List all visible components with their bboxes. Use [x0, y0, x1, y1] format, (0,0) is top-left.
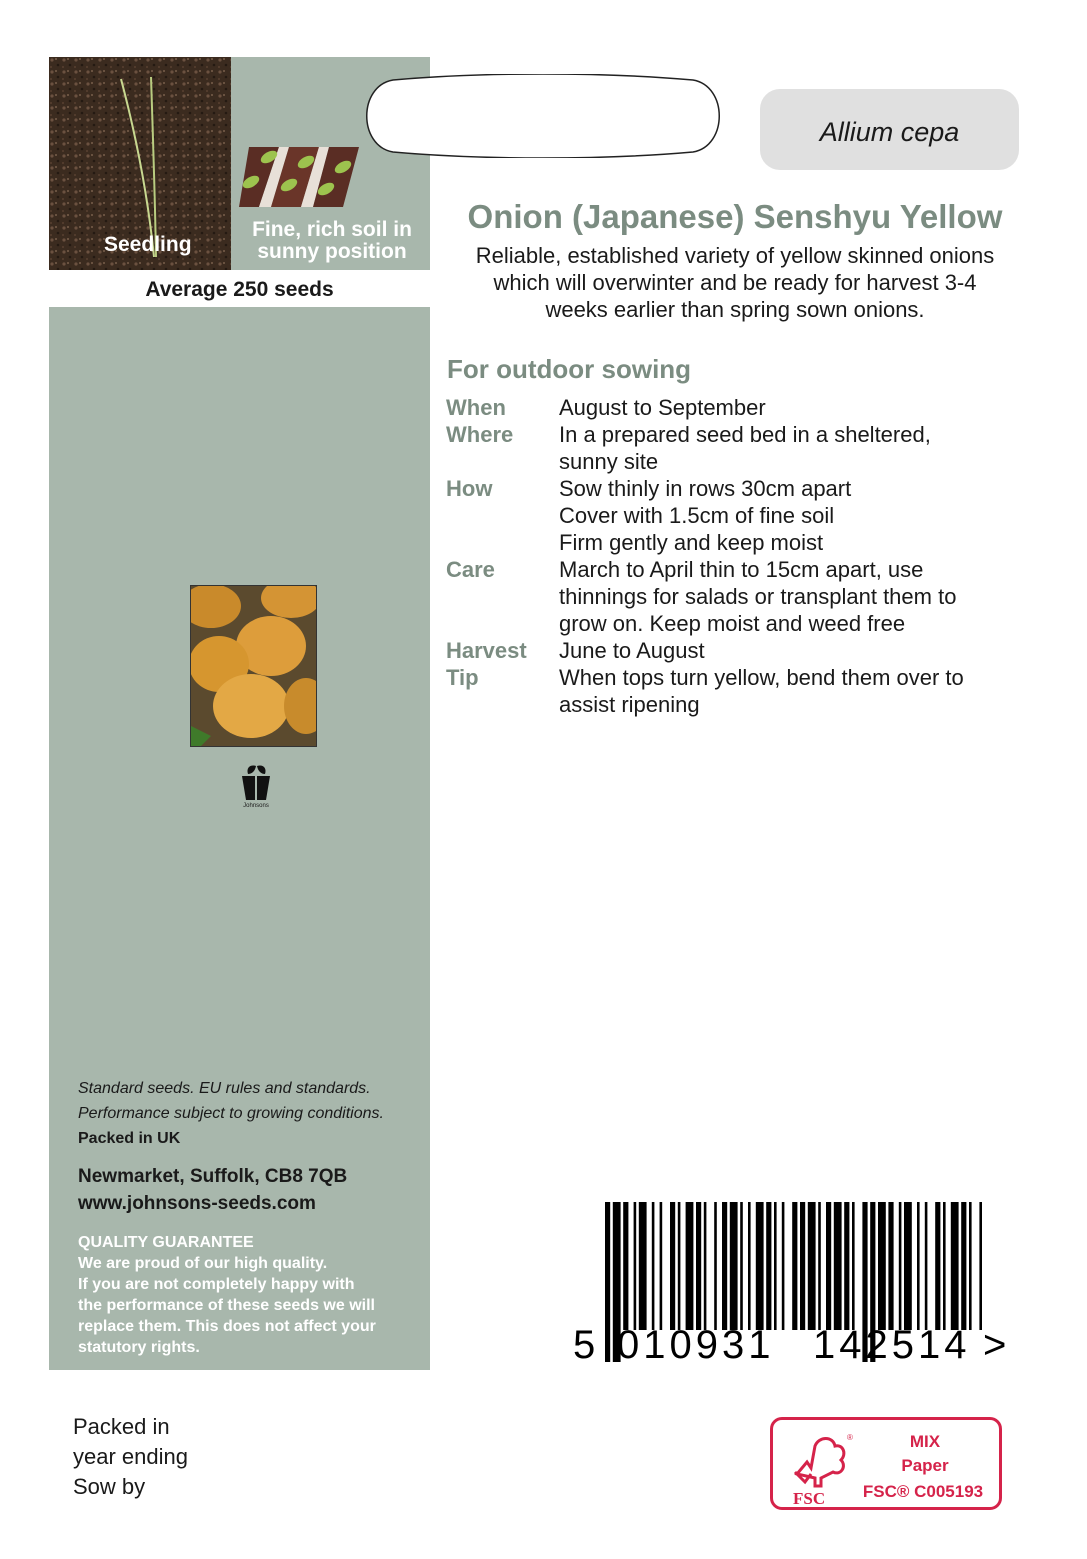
performance-note: Performance subject to growing conditions.	[78, 1105, 384, 1122]
latin-name-badge: Allium cepa	[760, 89, 1019, 170]
website-link[interactable]: www.johnsons-seeds.com	[78, 1193, 316, 1214]
barcode-bar	[844, 1202, 849, 1330]
barcode-bar	[678, 1202, 681, 1330]
small-print	[78, 1076, 423, 1151]
barcode-bar	[730, 1202, 738, 1330]
instruction-line: June to August	[559, 638, 705, 663]
barcode-bar	[686, 1202, 694, 1330]
fsc-mix: MIX	[909, 1432, 941, 1451]
barcode-bar	[766, 1202, 771, 1330]
fsc-tree-icon	[781, 1426, 861, 1506]
barcode-bar	[634, 1202, 637, 1330]
barcode-bar	[660, 1202, 663, 1330]
instruction-line: Firm gently and keep moist	[559, 530, 824, 555]
instruction-line: assist ripening	[559, 692, 700, 717]
product-description	[440, 242, 1030, 323]
johnsons-logo	[236, 762, 276, 812]
barcode-bar	[925, 1202, 928, 1330]
description-line: weeks earlier than spring sown onions.	[545, 297, 925, 322]
instruction-line: Sow thinly in rows 30cm apart	[559, 476, 852, 501]
packed-info	[73, 1412, 188, 1502]
barcode-bar	[792, 1202, 797, 1330]
soil-caption-line2: sunny position	[257, 240, 407, 263]
instruction-label: How	[446, 476, 493, 501]
barcode-bar	[740, 1202, 743, 1330]
logo-caption: Johnsons	[243, 803, 269, 809]
soil-caption	[234, 219, 430, 263]
barcode-bar	[834, 1202, 842, 1330]
barcode-bar	[639, 1202, 647, 1330]
guarantee-text: the performance of these seeds we will	[78, 1297, 375, 1314]
barcode-group2: 142514	[813, 1323, 971, 1365]
instruction-text	[559, 637, 1036, 664]
barcode-bar	[670, 1202, 675, 1330]
year-ending-label: year ending	[73, 1444, 188, 1469]
barcode-bar	[979, 1202, 982, 1330]
instruction-line: thinnings for salads or transplant them to	[559, 584, 957, 609]
barcode-bar	[714, 1202, 717, 1330]
instruction-row-where	[446, 421, 1036, 475]
onion-illustration	[191, 586, 316, 746]
seed-count: Average 250 seeds	[49, 270, 430, 307]
barcode	[565, 1200, 1015, 1365]
instruction-text	[559, 556, 1036, 637]
instruction-line: sunny site	[559, 449, 659, 474]
barcode-bar	[826, 1202, 831, 1330]
label-window	[363, 74, 723, 158]
instruction-line: Cover with 1.5cm of fine soil	[559, 503, 835, 528]
barcode-bar	[917, 1202, 920, 1330]
barcode-bar	[951, 1202, 959, 1330]
barcode-bar	[696, 1202, 701, 1330]
instruction-row-care	[446, 556, 1036, 637]
instruction-text	[559, 394, 1036, 421]
fsc-code: FSC® C005193	[862, 1482, 984, 1501]
guarantee-text: replace them. This does not affect your	[78, 1318, 376, 1335]
barcode-bar	[961, 1202, 966, 1330]
description-line: which will overwinter and be ready for harvest 3-4	[493, 270, 977, 295]
instruction-label: Tip	[446, 665, 479, 690]
instruction-label: Care	[446, 557, 495, 582]
barcode-bar	[943, 1202, 946, 1330]
instruction-row-tip	[446, 664, 1036, 718]
address-line: Newmarket, Suffolk, CB8 7QB	[78, 1166, 348, 1187]
instruction-row-when	[446, 394, 1036, 421]
instruction-row-harvest	[446, 637, 1036, 664]
fsc-registered-mark: ®	[847, 1433, 853, 1442]
barcode-group1: 010931	[617, 1323, 775, 1365]
barcode-bar	[722, 1202, 727, 1330]
guarantee-heading: QUALITY GUARANTEE	[78, 1234, 254, 1251]
description-line: Reliable, established variety of yellow skinned onions	[475, 243, 995, 268]
barcode-bar	[878, 1202, 886, 1330]
instruction-row-how	[446, 475, 1036, 556]
fsc-mix-text	[862, 1430, 985, 1504]
barcode-bar	[782, 1202, 785, 1330]
sow-by-label: Sow by	[73, 1474, 146, 1499]
instruction-text	[559, 421, 1036, 475]
barcode-digit-first: 5	[573, 1323, 596, 1365]
instruction-line: grow on. Keep moist and weed free	[559, 611, 906, 636]
quality-guarantee	[78, 1232, 428, 1358]
instruction-label: Where	[446, 422, 514, 447]
barcode-bar	[623, 1202, 628, 1330]
guarantee-text: We are proud of our high quality.	[78, 1255, 328, 1272]
barcode-bar	[904, 1202, 912, 1330]
sowing-heading: For outdoor sowing	[447, 354, 692, 384]
fsc-logo-text: FSC	[793, 1489, 826, 1506]
instruction-text	[559, 664, 1036, 718]
barcode-bar	[605, 1202, 610, 1362]
barcode-bar	[748, 1202, 751, 1330]
barcode-bar	[852, 1202, 855, 1330]
sowing-instructions	[446, 394, 1036, 718]
instruction-line: March to April thin to 15cm apart, use	[559, 557, 924, 582]
seedling-photo	[49, 57, 231, 270]
product-title: Onion (Japanese) Senshyu Yellow	[467, 198, 1003, 235]
packed-in-uk: Packed in UK	[78, 1130, 181, 1147]
barcode-end-mark: >	[983, 1323, 1007, 1365]
barcode-bar	[969, 1202, 972, 1330]
barcode-bar	[888, 1202, 893, 1330]
onion-photo	[190, 585, 317, 747]
barcode-bar	[800, 1202, 805, 1330]
packed-in-label: Packed in	[73, 1414, 170, 1439]
barcode-bar	[704, 1202, 707, 1330]
instruction-line: In a prepared seed bed in a sheltered,	[559, 422, 931, 447]
barcode-bar	[899, 1202, 902, 1330]
guarantee-text: statutory rights.	[78, 1339, 200, 1356]
barcode-bar	[756, 1202, 764, 1330]
barcode-bar	[652, 1202, 655, 1330]
barcode-bar	[818, 1202, 821, 1330]
fsc-paper: Paper	[901, 1456, 949, 1475]
instruction-line: August to September	[559, 395, 766, 420]
instruction-label: Harvest	[446, 638, 527, 663]
address	[78, 1163, 423, 1217]
soil-caption-line1: Fine, rich soil in	[252, 218, 412, 241]
instruction-text	[559, 475, 1036, 556]
barcode-bar	[935, 1202, 940, 1330]
barcode-bar	[808, 1202, 816, 1330]
standards-note: Standard seeds. EU rules and standards.	[78, 1080, 371, 1097]
guarantee-text: If you are not completely happy with	[78, 1276, 355, 1293]
instruction-line: When tops turn yellow, bend them over to	[559, 665, 964, 690]
instruction-label: When	[446, 395, 506, 420]
seedling-caption: Seedling	[104, 233, 192, 256]
barcode-bar	[774, 1202, 777, 1330]
